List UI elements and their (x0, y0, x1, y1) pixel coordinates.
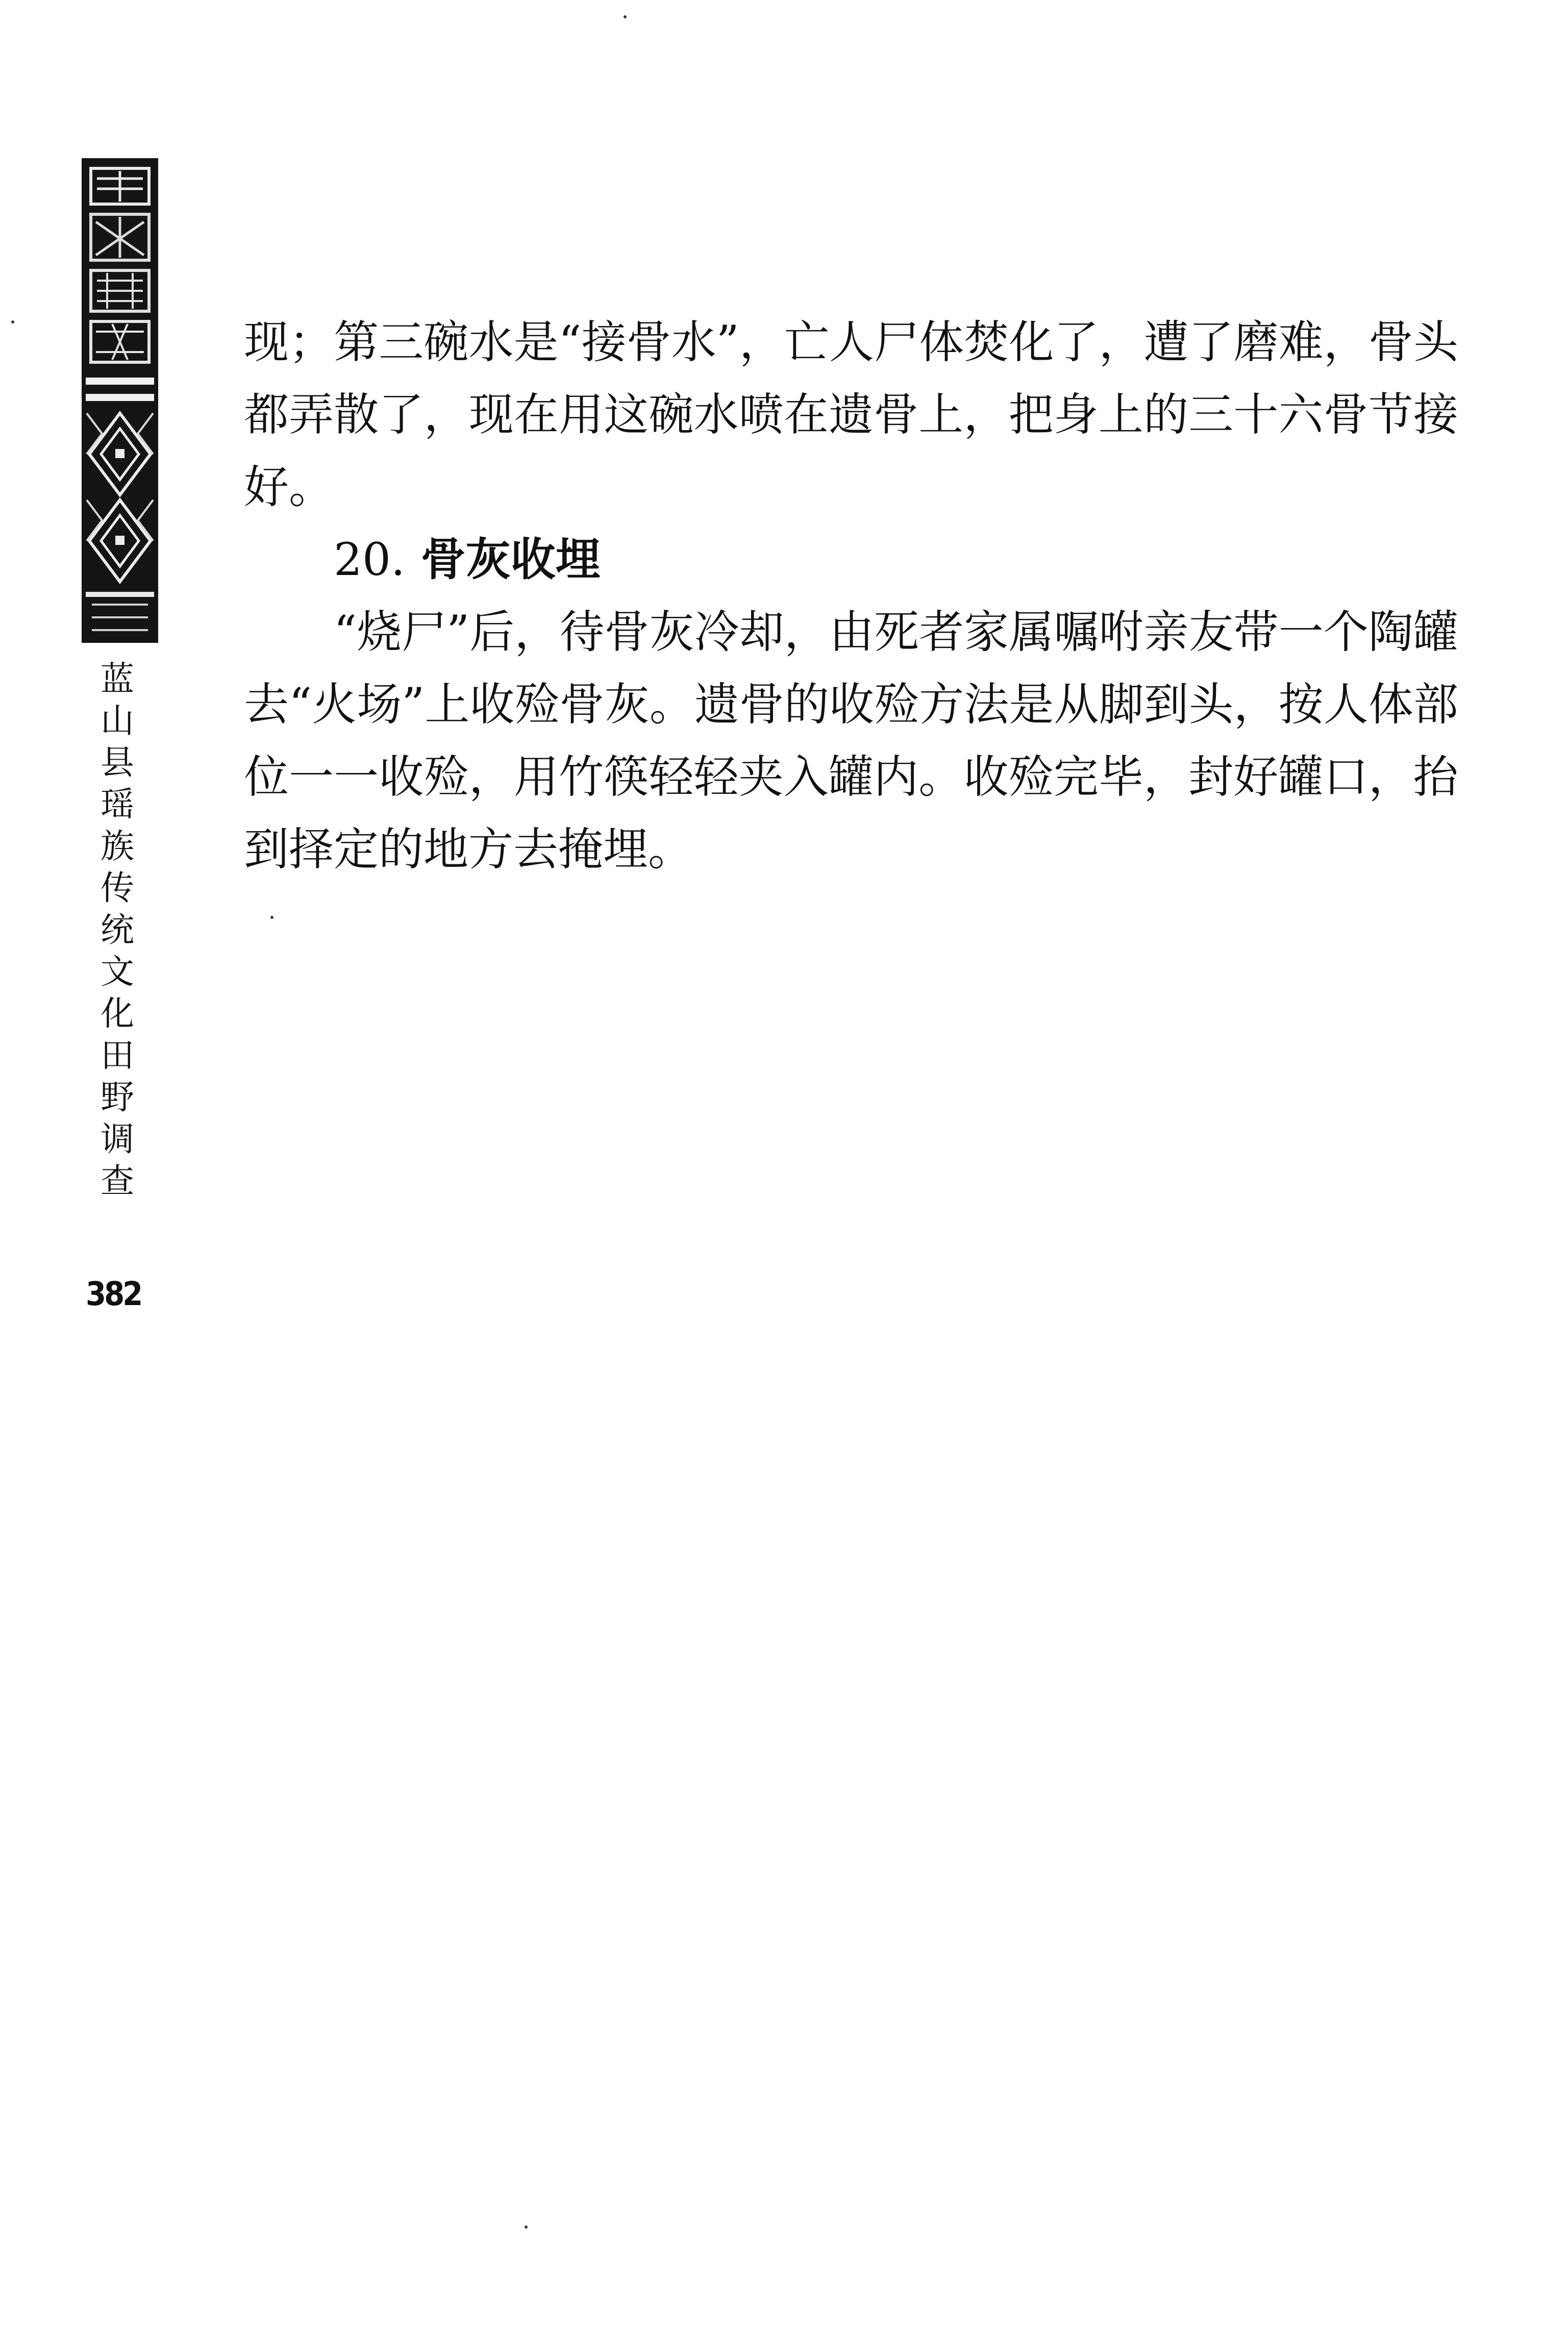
paragraph: “烧尸”后，待骨灰冷却，由死者家属嘱咐亲友带一个陶罐去“火场”上收殓骨灰。遗骨的收殓方法是从脚到头，按人体部位一一收殓，用竹筷轻轻夹入罐内。收殓完毕，封好罐口，抬到择定的地方去掩埋。 (244, 606, 1458, 876)
title-char: 传 (101, 868, 134, 908)
body-text (244, 306, 1458, 886)
pattern-icon (82, 158, 158, 643)
scan-speck (11, 320, 14, 323)
title-char: 县 (101, 743, 134, 782)
title-char: 瑶 (101, 785, 134, 824)
ornamental-band (82, 158, 158, 643)
title-char: 山 (101, 701, 134, 740)
title-char: 田 (101, 1036, 134, 1075)
paragraph: 现；第三碗水是“接骨水”，亡人尸体焚化了，遭了磨难，骨头都弄散了，现在用这碗水喷在遗骨上，把身上的三十六骨节接好。 (244, 316, 1458, 513)
title-char: 蓝 (101, 659, 134, 698)
section-number: 20. (334, 533, 405, 586)
title-char: 查 (101, 1161, 134, 1201)
title-char: 调 (101, 1119, 134, 1159)
scan-speck (270, 916, 273, 919)
title-char: 族 (101, 827, 134, 866)
scan-speck (624, 15, 627, 18)
title-char: 野 (101, 1078, 134, 1117)
title-char: 化 (101, 994, 134, 1033)
section-title: 骨灰收埋 (420, 533, 601, 586)
vertical-book-title (94, 658, 140, 1202)
title-char: 文 (101, 952, 134, 991)
section-heading (244, 523, 1458, 596)
title-char: 统 (101, 910, 134, 949)
scan-speck (525, 2226, 528, 2229)
page-number: 382 (86, 1276, 141, 1313)
